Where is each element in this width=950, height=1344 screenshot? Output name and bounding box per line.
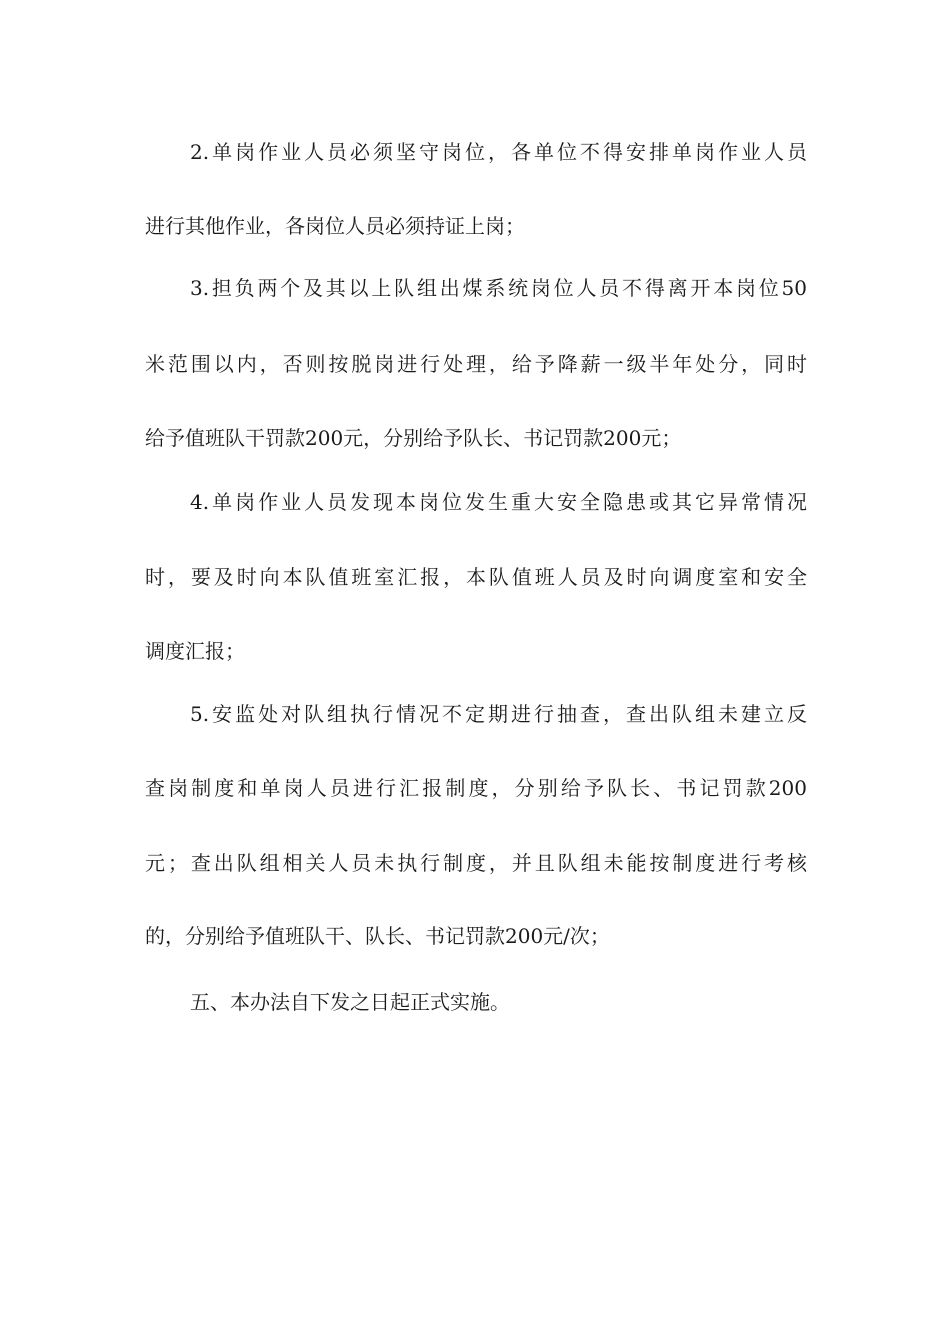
paragraph-4-line-3: 调度汇报；: [145, 639, 245, 663]
paragraph-3-line-3: 给予值班队干罚款200元，分别给予队长、书记罚款200元；: [145, 426, 682, 450]
paragraph-5-line-1: 5.安监处对队组执行情况不定期进行抽查，查出队组未建立反: [190, 702, 807, 726]
paragraph-3-line-1: 3.担负两个及其以上队组出煤系统岗位人员不得离开本岗位50: [190, 276, 807, 300]
paragraph-2-line-1: 2.单岗作业人员必须坚守岗位，各单位不得安排单岗作业人员: [190, 140, 807, 164]
paragraph-2-line-2: 进行其他作业，各岗位人员必须持证上岗；: [145, 214, 525, 238]
paragraph-5-line-4: 的，分别给予值班队干、队长、书记罚款200元/次；: [145, 924, 610, 948]
paragraph-4-line-2: 时，要及时向本队值班室汇报，本队值班人员及时向调度室和安全: [145, 565, 807, 589]
paragraph-5-line-2: 查岗制度和单岗人员进行汇报制度，分别给予队长、书记罚款200: [145, 776, 807, 800]
paragraph-5-line-3: 元；查出队组相关人员未执行制度，并且队组未能按制度进行考核: [145, 851, 807, 875]
paragraph-3-line-2: 米范围以内，否则按脱岗进行处理，给予降薪一级半年处分，同时: [145, 352, 807, 376]
paragraph-4-line-1: 4.单岗作业人员发现本岗位发生重大安全隐患或其它异常情况: [190, 490, 807, 514]
section-five-paragraph: 五、本办法自下发之日起正式实施。: [190, 990, 510, 1014]
